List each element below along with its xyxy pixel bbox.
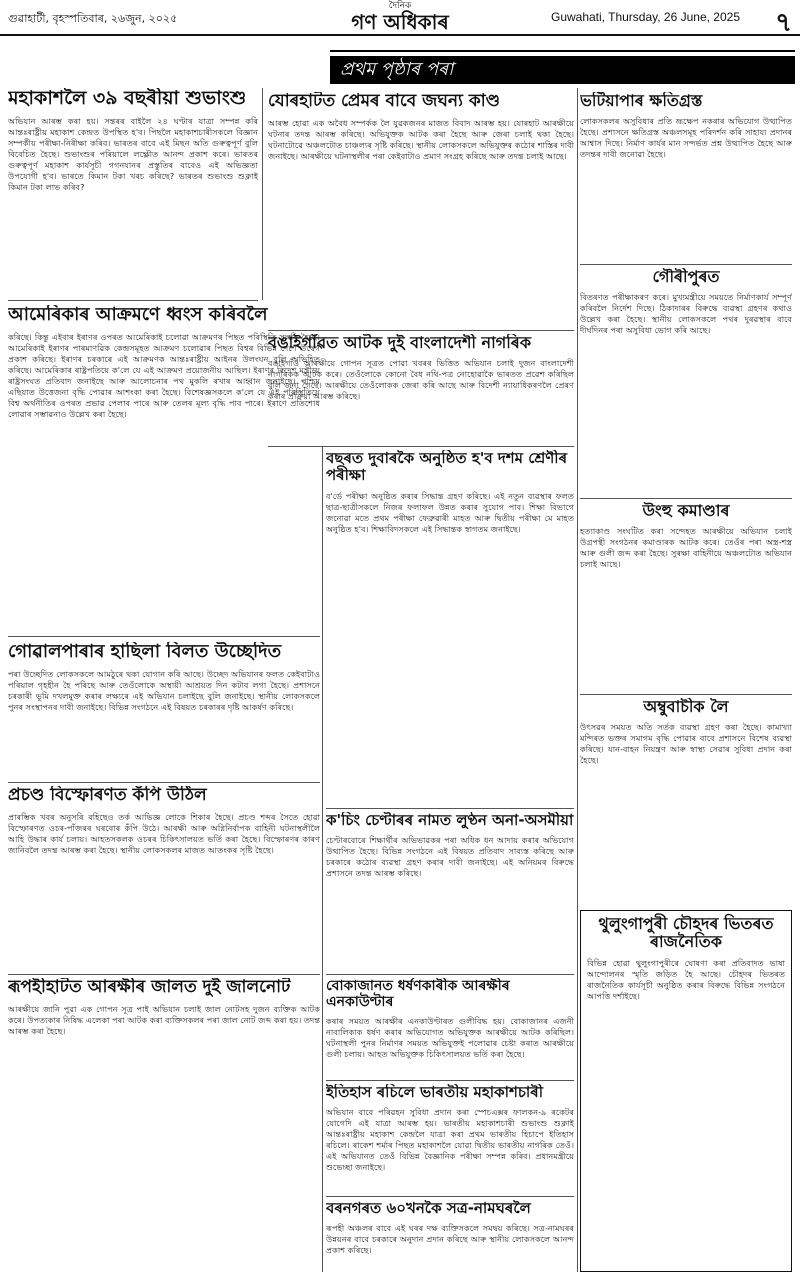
- column-rule: [322, 446, 323, 1272]
- paper-name: গণ অধিকাৰ: [351, 10, 449, 34]
- article-headline: অম্বুবাচীক লৈ: [643, 698, 729, 716]
- divider: [580, 498, 792, 499]
- article-a3: [8, 642, 320, 780]
- article-a8: [326, 450, 574, 806]
- article-a13: [580, 92, 792, 262]
- article-a7: [268, 334, 574, 444]
- divider: [326, 1080, 574, 1081]
- section-banner: প্ৰথম পৃষ্ঠাৰ পৰা: [330, 56, 795, 84]
- date-left: গুৱাহাটী, বৃহস্পতিবাৰ, ২৬জুন, ২০২৫: [8, 12, 178, 25]
- article-body: প্ৰাৰম্ভিক খবৰ অনুসৰি বহিছেও তৰ্ক আভিজ্ঞ লোকে শিকাৰ হৈছে। প্ৰচণ্ড শব্দৰ সৈতে হোৱা বিস্ফোৰণত ওচৰ-পাঁজৰৰ ঘৰবোৰ কঁপি উঠে। আৰক্ষী আৰু অগ্নিনিৰ্বাপক বাহিনী ঘটনাস্থলীলৈ আহি উদ্ধাৰ কাৰ্য চলায়। আহতসকলক ওচৰৰ চিকিৎসালয়ত ভৰ্তি কৰা হৈছে। বিস্ফোৰণৰ কাৰণ জানিবলৈ তদন্ত আৰম্ভ কৰা হৈছে। স্থানীয় লোকসকলৰ মাজত আতংকৰ সৃষ্টি হৈছে।: [8, 811, 320, 855]
- page-number: ৭: [775, 8, 792, 38]
- article-headline: মহাকাশলৈ ৩৯ বছৰীয়া শুভাংশু: [8, 88, 247, 109]
- article-body: পৰা উচ্ছেদিত লোকসকলে আমঠুৰে থকা যোগান কৰি আছে। উচ্ছেদ অভিযানৰ ফলত কেইবাটাও পৰিয়াল গৃহহীন হৈ পৰিছে আৰু তেওঁলোকে অস্থায়ী আশ্ৰয়ত দিন কটাব লগা হৈছে। প্ৰশাসনে চৰকাৰী ভূমি দখলমুক্ত কৰাৰ লক্ষ্যৰে এই অভিযান চলাইছে বুলি জনাইছে। স্থানীয় লোকসকলে পুনৰ সংস্থাপনৰ দাবী জনাইছে। বিভিন্ন সংগঠনে এই বিষয়ত চৰকাৰৰ দৃষ্টি আকৰ্ষণ কৰিছে।: [8, 668, 320, 712]
- divider: [268, 446, 574, 447]
- article-headline: গৌৰীপুৰত: [652, 268, 720, 286]
- column-rule: [577, 88, 578, 1272]
- article-a15: [580, 502, 792, 692]
- article-headline: বৰনগৰত ৬০খনকৈ সত্ৰ-নামঘৰলৈ: [326, 1200, 531, 1217]
- article-a11: [326, 1084, 574, 1194]
- article-headline: বঙাইগাঁৱত আটক দুই বাংলাদেশী নাগৰিক: [268, 334, 532, 352]
- article-headline: আমেৰিকাৰ আক্ৰমণে ধ্বংস কৰিবলৈ: [8, 305, 268, 325]
- banner-rule: [330, 50, 795, 52]
- article-body: আৰম্ভ হোৱা এক অবৈধ সম্পৰ্কক লৈ যুৱকজনৰ মাজত বিবাদ আৰম্ভ হয়। যোৰহাট আৰক্ষীয়ে ঘটনাৰ তদন্ত আৰম্ভ কৰিছে। অভিযুক্তক আটক কৰা হৈছে আৰু জেৰা চলাই থকা হৈছে। ঘটনাটোৱে অঞ্চলটোত চাঞ্চল্যৰ সৃষ্টি কৰিছে। স্থানীয় লোকসকলে অভিযুক্তৰ কঠোৰ শাস্তিৰ দাবী জনাইছে। আৰক্ষীয়ে ঘটনাস্থলীৰ পৰা কেইবাটাও প্ৰমাণ সংগ্ৰহ কৰিছে আৰু তদন্ত চলাই আছে।: [268, 117, 574, 161]
- article-body: বিভিন্ন হোৱা থুলুংগাপুৰীৰে ঘোষণা কৰা প্ৰতিবাদত ভাষা আন্দোলনৰ স্মৃতি জড়িত হৈ আছে। চৌহদৰ ভিতৰত ৰাজনৈতিক কাৰ্যসূচী অনুষ্ঠিত কৰাৰ বিৰুদ্ধে বিভিন্ন সংগঠনে আপত্তি দৰ্শাইছে।: [587, 957, 785, 1001]
- article-headline: বোকাজানত ধৰ্ষণকাৰীক আৰক্ষীৰ এনকাউণ্টাৰ: [326, 978, 510, 1011]
- article-a12: [326, 1200, 574, 1272]
- article-headline: প্ৰচণ্ড বিস্ফোৰণত কঁপি উঠিল: [8, 786, 207, 805]
- article-a10: [326, 978, 574, 1078]
- article-a6: [268, 92, 574, 328]
- article-headline: ৰূপহীহাটত আৰক্ষীৰ জালত দুই জালনোট: [8, 978, 291, 997]
- divider: [580, 264, 792, 265]
- article-headline: যোৰহাটত প্ৰেমৰ বাবে জঘন্য কাণ্ড: [268, 92, 501, 111]
- divider: [326, 974, 574, 975]
- article-a14: [580, 268, 792, 496]
- divider: [8, 974, 320, 975]
- divider: [8, 636, 320, 637]
- divider: [326, 1196, 574, 1197]
- article-headline: ক'চিং চেণ্টাৰৰ নামত লুণ্ঠন অনা-অসমীয়া: [326, 812, 574, 829]
- article-body: উৎসৱৰ সময়ত অতি সৰ্তক ব্যৱস্থা গ্ৰহণ কৰা হৈছে। কামাখ্যা মন্দিৰত ভক্তৰ সমাগম বৃদ্ধি পোৱাৰ বাবে প্ৰশাসনে বিশেষ ব্যৱস্থা কৰিছে। যান-বাহন নিয়ন্ত্ৰণ আৰু স্বাস্থ্য সেৱাৰ সুবিধা প্ৰদান কৰা হৈছে।: [580, 722, 792, 766]
- masthead: [0, 0, 800, 36]
- article-headline: গোৱালপাৰাৰ হাছিলা বিলত উচ্ছেদিত: [8, 642, 282, 662]
- article-body: বঙাইগাঁও আৰক্ষীয়ে গোপন সূত্ৰত পোৱা খবৰৰ ভিত্তিত অভিযান চলাই দুজন বাংলাদেশী নাগৰিকক আটক কৰে। তেওঁলোকে কোনো বৈধ নথি-পত্ৰ নোহোৱাকৈ ভাৰতত প্ৰৱেশ কৰিছিল বুলি জনা গৈছে। আৰক্ষীয়ে তেওঁলোকক জেৰা কৰি আছে আৰু বিদেশী ন্যায়াধিকৰণলৈ প্ৰেৰণ কৰাৰ প্ৰক্ৰিয়া আৰম্ভ কৰিছে।: [268, 358, 574, 402]
- article-body: ব'ৰ্ডে পৰীক্ষা অনুষ্ঠিত কৰাৰ সিদ্ধান্ত গ্ৰহণ কৰিছে। এই নতুন ব্যৱস্থাৰ ফলত ছাত্ৰ-ছাত্ৰীসকলে নিজৰ ফলাফল উন্নত কৰাৰ সুযোগ পাব। শিক্ষা বিভাগে জনোৱা মতে প্ৰথম পৰীক্ষা ফেব্ৰুৱাৰী মাহত আৰু দ্বিতীয় পৰীক্ষা মে মাহত অনুষ্ঠিত হ'ব। শিক্ষাবিদসকলে এই সিদ্ধান্তক স্বাগতম জনাইছে।: [326, 490, 574, 534]
- divider: [268, 330, 574, 331]
- article-body: হত্যাকাণ্ড সংঘটিত কৰা সন্দেহত আৰক্ষীয়ে অভিযান চলাই উগ্ৰপন্থী সংগঠনৰ কমাণ্ডাৰক আটক কৰে। তেওঁৰ পৰা অস্ত্ৰ-শস্ত্ৰ আৰু গুলী জব্দ কৰা হৈছে। সুৰক্ষা বাহিনীয়ে অঞ্চলটোত অভিযান চলাই আছে।: [580, 526, 792, 570]
- column-rule: [262, 88, 263, 300]
- divider: [326, 808, 574, 809]
- article-body: আৰক্ষীয়ে জানি পুৱা এক গোপন সূত্ৰ পাই অভিযান চলাই জাল নোটসহ দুজন ব্যক্তিক আটক কৰে। উপত্যকাৰ নিষিদ্ধ এলেকা পৰা আটক কৰা ব্যক্তিসকলৰ পৰা জাল নোট জব্দ কৰা হয়। তদন্ত আৰম্ভ কৰা হৈছে।: [8, 1003, 320, 1036]
- article-a5: [8, 978, 320, 1273]
- divider: [580, 694, 792, 695]
- article-body: অভিযান আৰম্ভ কৰা হয়। সন্তৰৰ বাইলৈ ২৪ ঘণ্টাৰ যাত্ৰা সম্পন্ন কৰি আন্তঃৰাষ্ট্ৰীয় মহাকাশ কেন্দ্ৰত উপস্থিত হ'ব। পিছলৈ মহাকাশচাৰীসকলে বিজ্ঞান সম্পৰ্কীয় পৰীক্ষা-নিৰীক্ষা কৰিব। ভাৰতৰ বাবে এই মিছন অতি গুৰুত্বপূৰ্ণ বুলি বিবেচিত হৈছে। শুভাংশুৰ পৰিয়ালে লক্ষ্ণৌত আনন্দ প্ৰকাশ কৰে। ভাৰতৰ গুৰুত্বপূৰ্ণ মহাকাশ কাৰ্যসূচী গগনযানৰ প্ৰস্তুতিৰ বাবেও এই অভিজ্ঞতা উপযোগী হ'ব। ভাৰতে কিমান টকা খৰচ কৰিছে? ভাৰতৰ শুভাংশু শুক্লাই কিমান টকা লাভ কৰিব?: [8, 115, 258, 192]
- paper-logo: [300, 2, 500, 33]
- divider: [8, 782, 320, 783]
- article-headline: বছৰত দুবাৰকৈ অনুষ্ঠিত হ'ব দশম শ্ৰেণীৰ পৰীক্ষা: [326, 450, 568, 485]
- article-a4: [8, 786, 320, 972]
- article-a9: [326, 812, 574, 972]
- article-body: অভিযান বাবে পৰিৱহন সুবিধা প্ৰদান কৰা স্পেচএক্সৰ ফালকন-৯ ৰকেটৰ যোগেদি এই যাত্ৰা আৰম্ভ হয়। ভাৰতীয় মহাকাশচাৰী শুভাংশু শুক্লাই আন্তঃৰাষ্ট্ৰীয় মহাকাশ কেন্দ্ৰলৈ যাত্ৰা কৰা প্ৰথম ভাৰতীয় হিচাপে ইতিহাস ৰচিলে। ৰাকেশ শৰ্মাৰ পিছত মহাকাশলৈ যোৱা দ্বিতীয় ভাৰতীয় নাগৰিক তেওঁ। এই অভিযানত তেওঁ বিভিন্ন বৈজ্ঞানিক পৰীক্ষা সম্পন্ন কৰিব। প্ৰধানমন্ত্ৰীয়ে শুভেচ্ছা জনাইছে।: [326, 1107, 574, 1173]
- article-headline: থুলুংগাপুৰী চৌহদৰ ভিতৰত ৰাজনৈতিক: [598, 914, 774, 952]
- article-a17: [580, 910, 792, 1272]
- article-body: লোকসকলৰ অসুবিধাৰ প্ৰতি ভ্ৰূক্ষেপ নকৰাৰ অভিযোগ উত্থাপিত হৈছে। প্ৰশাসনে ক্ষতিগ্ৰস্ত অঞ্চলসমূহ পৰিদৰ্শন কৰি সাহায্য প্ৰদানৰ আশ্বাস দিছে। নিৰ্মাণ কাৰ্যৰ মান সন্দৰ্ভত প্ৰশ্ন উত্থাপিত হৈছে আৰু তদন্তৰ দাবী জনোৱা হৈছে।: [580, 116, 792, 160]
- article-headline: ইতিহাস ৰচিলে ভাৰতীয় মহাকাশচাৰী: [326, 1084, 544, 1101]
- article-body: ৰূপহী অঞ্চলৰ বাবে এই ঘৰৰ দক্ষ ব্যক্তিসকলে সমদ্বয় কৰিছে। সত্ৰ-নামঘৰৰ উন্নয়নৰ বাবে চৰকাৰে অনুদান প্ৰদান কৰিছে আৰু স্থানীয় লোকসকলে আনন্দ প্ৰকাশ কৰিছে।: [326, 1223, 574, 1256]
- date-right: Guwahati, Thursday, 26 June, 2025: [550, 10, 740, 24]
- article-body: চেণ্টাৰবোৰে শিক্ষাৰ্থীৰ অভিভাৱকৰ পৰা অধিক ধন আদায় কৰাৰ অভিযোগ উত্থাপিত হৈছে। বিভিন্ন সংগঠনে এই বিষয়ত প্ৰতিবাদ সাব্যস্ত কৰিছে আৰু চৰকাৰে কঠোৰ ব্যৱস্থা গ্ৰহণ কৰাৰ দাবী জনাইছে। এই অনিয়মৰ বিৰুদ্ধে প্ৰশাসনে তদন্ত আৰম্ভ কৰিছে।: [326, 835, 574, 879]
- article-body: কৰাৰ সময়ত আৰক্ষীৰ এনকাউণ্টাৰত গুলীবিদ্ধ হয়। বোকাজানৰ এজনী নাবালিকাক ধৰ্ষণ কৰাৰ অভিযোগত অভিযুক্তক আৰক্ষীয়ে আটক কৰিছিল। ঘটনাস্থলী পুনৰ নিৰ্মাণৰ সময়ত অভিযুক্তই পলোৱাৰ চেষ্টা কৰাত আৰক্ষীয়ে গুলী চলায়। আহত অভিযুক্তক চিকিৎসালয়ত ভৰ্তি কৰা হৈছে।: [326, 1016, 574, 1060]
- article-body: কৰিছে। কিন্তু এইবাৰ ইৰাণৰ ওপৰত আমেৰিকাই চলোৱা আক্ৰমণৰ পিছত পৰিস্থিতি সলনি হৈছে। আমেৰিকাই ইৰাণৰ পাৰমাণৱিক কেন্দ্ৰসমূহত আক্ৰমণ চলোৱাৰ পিছত বিশ্বৰ বিভিন্ন দেশে উদ্বেগ প্ৰকাশ কৰিছে। ইৰাণৰ চৰকাৰে এই আক্ৰমণক আন্তঃৰাষ্ট্ৰীয় আইনৰ উলংঘন বুলি অভিহিত কৰিছে। আমেৰিকাৰ ৰাষ্ট্ৰপতিয়ে ক'লে যে এই আক্ৰমণ প্ৰয়োজনীয় আছিল। ইৰাণৰ বিদেশ মন্ত্ৰীয়ে ৰাষ্ট্ৰসংঘত প্ৰতিবাদ জনাইছে আৰু আলোচনাৰ পথ মুকলি ৰখাৰ আহ্বান জনাইছে। পশ্চিম এছিয়াত উত্তেজনা বৃদ্ধি পোৱাৰ আশংকা কৰা হৈছে। বিশেষজ্ঞসকলে ক'লে যে এই পৰিস্থিতিয়ে বিশ্ব অৰ্থনীতিৰ ওপৰত প্ৰভাৱ পেলাব পাৰে আৰু তেলৰ মূল্য বৃদ্ধি পাব পাৰে। ইৰাণে প্ৰতিশোধ লোৱাৰ সম্ভাৱনাও উল্লেখ কৰা হৈছে।: [8, 331, 320, 419]
- divider: [8, 300, 258, 301]
- article-a1: [8, 88, 258, 298]
- paper-small-label: দৈনিক: [388, 1, 412, 11]
- article-a16: [580, 698, 792, 908]
- article-headline: উংহু কমাণ্ডাৰ: [642, 502, 730, 520]
- article-body: বিতৰণত পৰীক্ষাকৰণ কৰে। মুখ্যমন্ত্ৰীয়ে সময়তে নিৰ্মাণকাৰ্য সম্পূৰ্ণ কৰিবলৈ নিৰ্দেশ দিছে। ঠিকাদাৰৰ বিৰুদ্ধে ব্যৱস্থা গ্ৰহণৰ কথাও উল্লেখ কৰা হৈছে। স্থানীয় লোকসকলে পথৰ দুৰৱস্থাৰ বাবে দীৰ্ঘদিনৰ পৰা অসুবিধা ভোগ কৰি আছে।: [580, 292, 792, 336]
- article-headline: ভটিয়াপাৰ ক্ষতিগ্ৰস্ত: [580, 92, 703, 110]
